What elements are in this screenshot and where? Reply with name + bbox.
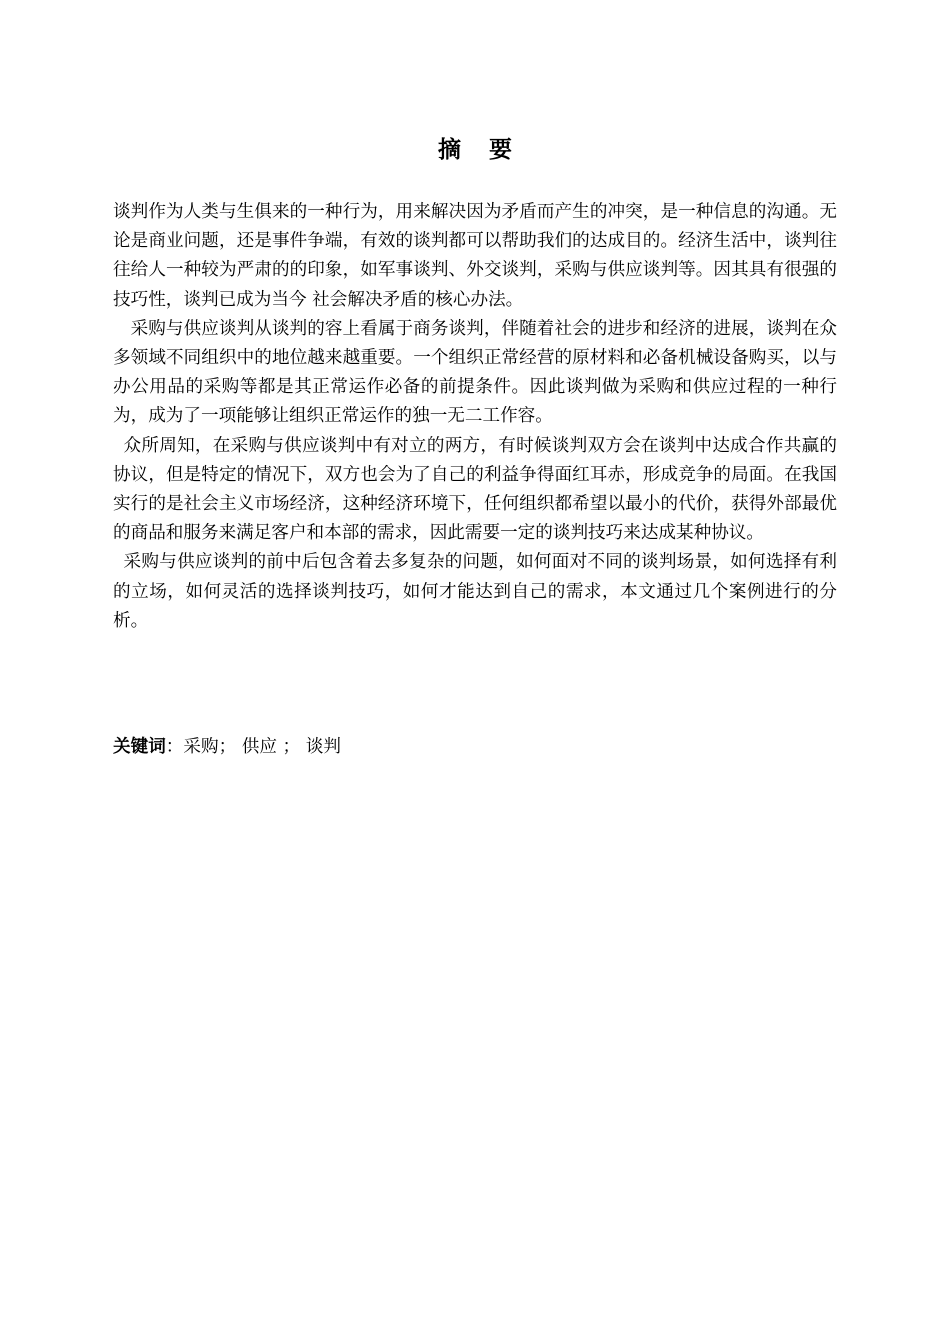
keywords-line [113, 733, 837, 762]
abstract-paragraph-1: 谈判作为人类与生俱来的一种行为，用来解决因为矛盾而产生的冲突，是一种信息的沟通。无论是商业问题，还是事件争端，有效的谈判都可以帮助我们的达成目的。经济生活中，谈判往往给人一种较为严肃的的印象，如军事谈判、外交谈判，采购与供应谈判等。因其具有很强的技巧性，谈判已成为当今 社会解决矛盾的核心办法。 [113, 202, 837, 310]
abstract-paragraph-2: 采购与供应谈判从谈判的容上看属于商务谈判，伴随着社会的进步和经济的进展，谈判在众多领域不同组织中的地位越来越重要。一个组织正常经营的原材料和必备机械设备购买，以与办公用品的采购等都是其正常运作必备的前提条件。因此谈判做为采购和供应过程的一种行为，成为了一项能够让组织正常运作的独一无二工作容。 [113, 318, 837, 427]
abstract-paragraph-4: 采购与供应谈判的前中后包含着去多复杂的问题，如何面对不同的谈判场景，如何选择有利的立场，如何灵活的选择谈判技巧，如何才能达到自己的需求，本文通过几个案例进行的分析。 [113, 552, 837, 631]
keywords-label: 关键词 [113, 737, 166, 757]
abstract-paragraph-3: 众所周知，在采购与供应谈判中有对立的两方，有时候谈判双方会在谈判中达成合作共赢的协议，但是特定的情况下，双方也会为了自己的利益争得面红耳赤，形成竞争的局面。在我国实行的是社会主义市场经济，这种经济环境下，任何组织都希望以最小的代价，获得外部最优的商品和服务来满足客户和本部的需求，因此需要一定的谈判技巧来达成某种协议。 [113, 435, 837, 544]
keywords-value: ：采购； 供应 ； 谈判 [165, 737, 341, 757]
abstract-title: 摘 要 [437, 137, 522, 163]
abstract-body [113, 198, 837, 636]
